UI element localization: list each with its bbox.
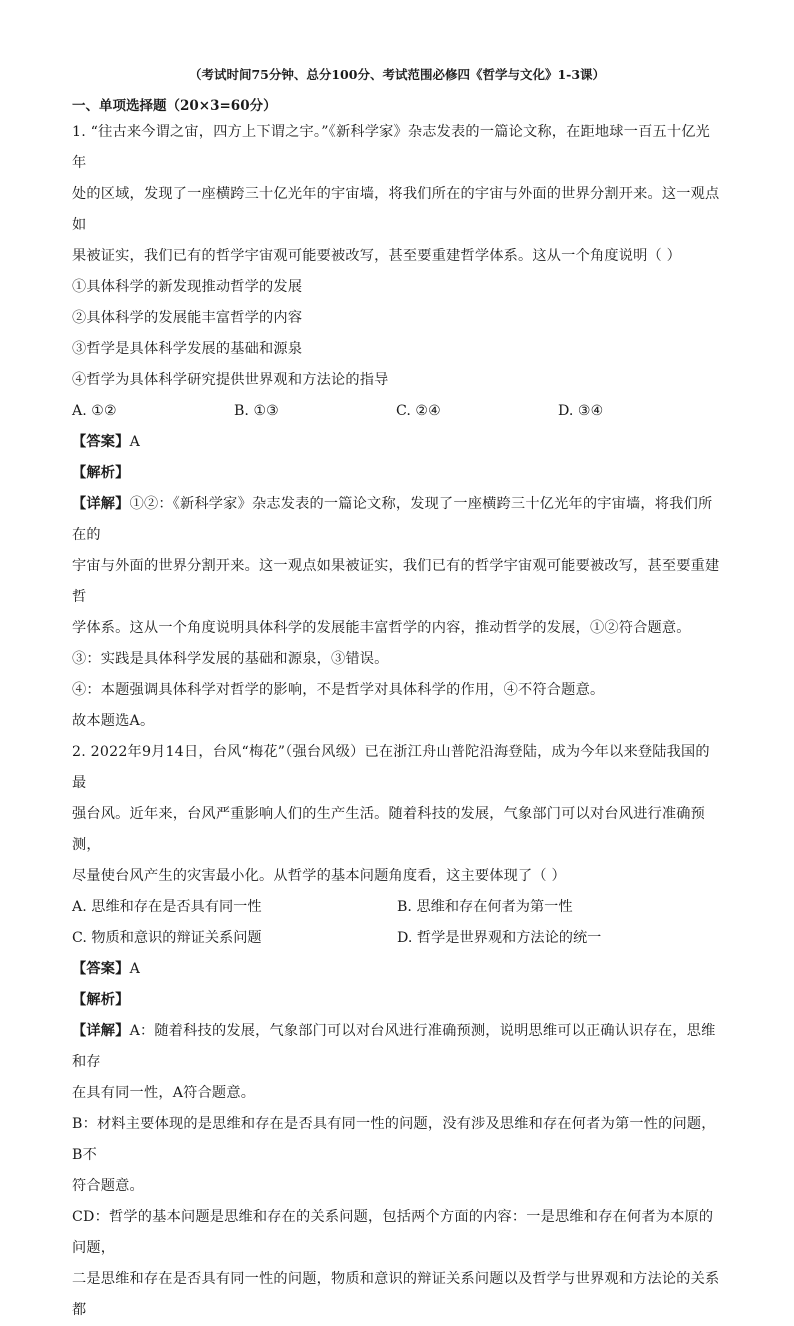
analysis-tag: 【解析】 (72, 992, 130, 1008)
q2-analysis (72, 985, 722, 1016)
q1-statement: ④哲学为具体科学研究提供世界观和方法论的指导 (72, 372, 389, 388)
q2-answer (72, 954, 722, 985)
exam-header: （考试时间75分钟、总分100分、考试范围必修四《哲学与文化》1-3课） (188, 67, 606, 82)
q2-detail-line (72, 1016, 722, 1078)
q1-option-a: A. ①② (72, 403, 117, 419)
answer-value: A (129, 434, 141, 450)
detail-text: ①②：《新科学家》杂志发表的一篇论文称，发现了一座横跨三十亿光年的宇宙墙，将我们所在的 (72, 496, 713, 543)
q2-detail-line: B：材料主要体现的是思维和存在是否具有同一性的问题，没有涉及思维和存在何者为第一性的问题，B不 (72, 1116, 716, 1163)
q2-options-row (72, 892, 722, 923)
q2-stem-line: 尽量使台风产生的灾害最小化。从哲学的基本问题角度看，这主要体现了（ ） (72, 868, 566, 884)
q2-stem-line: 2. 2022年9月14日，台风“梅花”（强台风级）已在浙江舟山普陀沿海登陆，成为今年以来登陆我国的最 (72, 744, 710, 791)
q1-detail-line: ③：实践是具体科学发展的基础和源泉，③错误。 (72, 651, 389, 667)
q1-stem-line: 处的区域，发现了一座横跨三十亿光年的宇宙墙，将我们所在的宇宙与外面的世界分割开来。这一观点如 (72, 186, 720, 233)
q2-option-b: B. 思维和存在何者为第一性 (397, 899, 573, 915)
q1-stem-line: 果被证实，我们已有的哲学宇宙观可能要被改写，甚至要重建哲学体系。这从一个角度说明（ ） (72, 248, 681, 264)
question-2 (72, 737, 722, 1326)
q1-option-b: B. ①③ (234, 403, 279, 419)
q1-detail-line: ④：本题强调具体科学对哲学的影响，不是哲学对具体科学的作用，④不符合题意。 (72, 682, 605, 698)
detail-text: A：随着科技的发展，气象部门可以对台风进行准确预测，说明思维可以正确认识存在，思维和存 (72, 1023, 716, 1070)
q2-detail-line: CD：哲学的基本问题是思维和存在的关系问题，包括两个方面的内容：一是思维和存在何者为本原的问题， (72, 1209, 714, 1256)
q1-statement: ①具体科学的新发现推动哲学的发展 (72, 279, 303, 295)
q1-statement: ②具体科学的发展能丰富哲学的内容 (72, 310, 303, 326)
answer-value: A (129, 961, 141, 977)
q1-detail-line (72, 489, 722, 551)
q2-detail-line: 在具有同一性，A符合题意。 (72, 1085, 256, 1101)
q2-options-row (72, 923, 722, 954)
q1-option-c: C. ②④ (396, 403, 441, 419)
answer-tag: 【答案】 (72, 961, 130, 977)
q2-option-a: A. 思维和存在是否具有同一性 (72, 899, 262, 915)
analysis-tag: 【解析】 (72, 465, 130, 481)
q1-detail-line: 宇宙与外面的世界分割开来。这一观点如果被证实，我们已有的哲学宇宙观可能要被改写，甚至要重建哲 (72, 558, 720, 605)
q1-statement: ③哲学是具体科学发展的基础和源泉 (72, 341, 303, 357)
q1-answer (72, 427, 722, 458)
q1-option-d: D. ③④ (558, 403, 604, 419)
section-title: 一、单项选择题（20×3=60分） (72, 98, 277, 114)
q1-detail-line: 学体系。这从一个角度说明具体科学的发展能丰富哲学的内容，推动哲学的发展，①②符合题意。 (72, 620, 691, 636)
q2-option-d: D. 哲学是世界观和方法论的统一 (397, 930, 602, 946)
detail-tag: 【详解】 (72, 496, 130, 512)
question-1 (72, 117, 722, 737)
answer-tag: 【答案】 (72, 434, 130, 450)
q1-stem-line: 1. “往古来今谓之宙，四方上下谓之宇。”《新科学家》杂志发表的一篇论文称，在距地球一百五十亿光年 (72, 124, 711, 171)
q1-options (72, 396, 722, 427)
q1-detail-line: 故本题选A。 (72, 713, 155, 729)
q2-stem-line: 强台风。近年来，台风严重影响人们的生产生活。随着科技的发展，气象部门可以对台风进行准确预测， (72, 806, 706, 853)
detail-tag: 【详解】 (72, 1023, 130, 1039)
q1-analysis (72, 458, 722, 489)
q2-option-c: C. 物质和意识的辩证关系问题 (72, 930, 262, 946)
q2-detail-line: 符合题意。 (72, 1178, 144, 1194)
q2-detail-line: 二是思维和存在是否具有同一性的问题，物质和意识的辩证关系问题以及哲学与世界观和方法论的关系都 (72, 1271, 720, 1318)
